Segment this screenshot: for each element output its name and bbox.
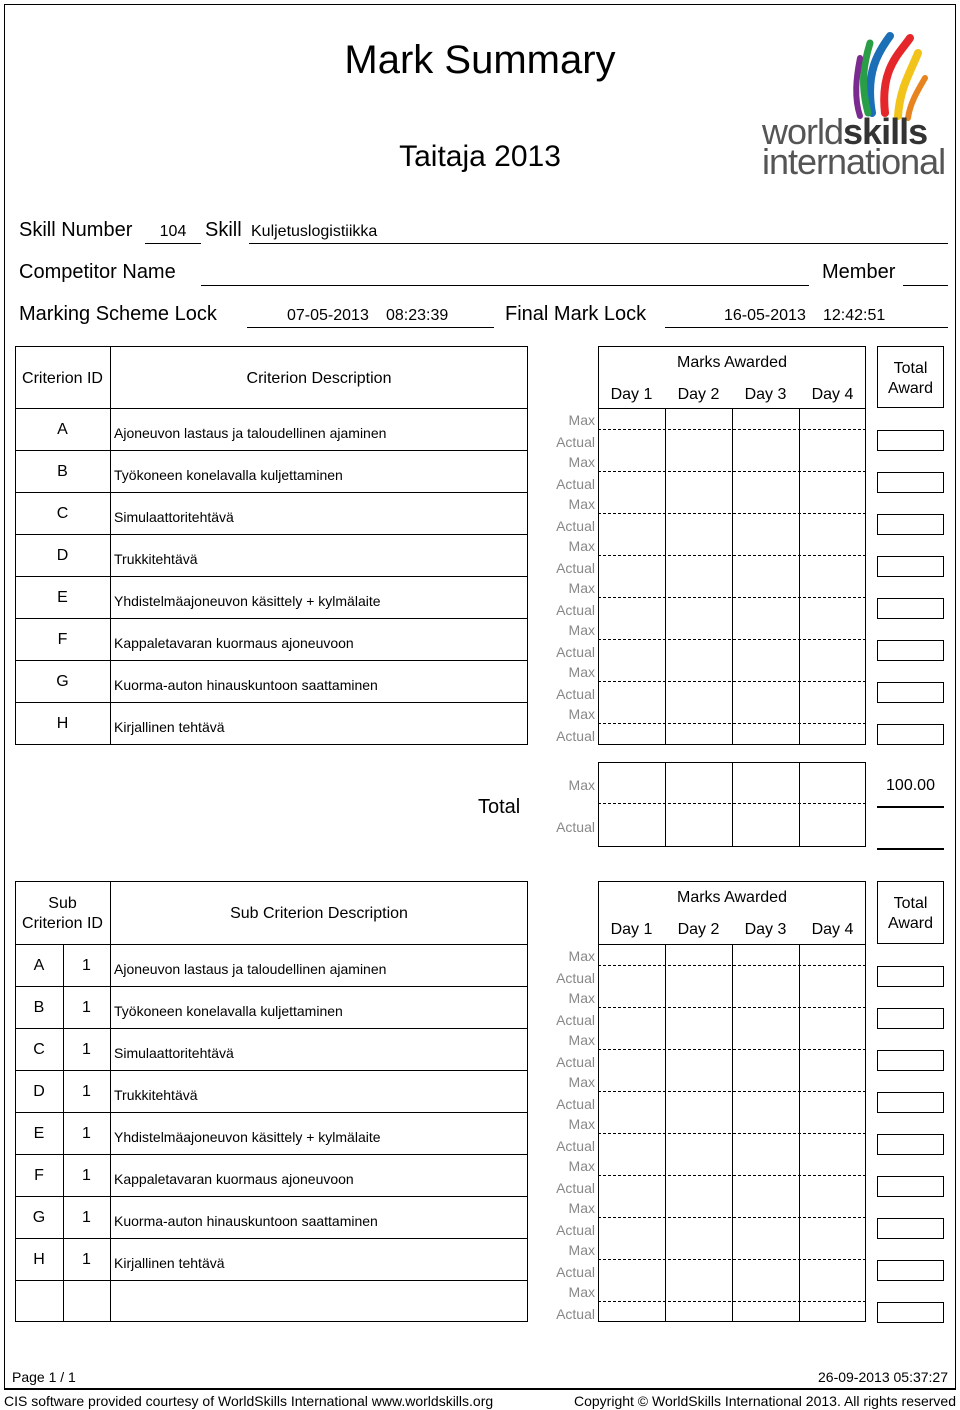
sub-criterion-description: Trukkitehtävä	[114, 1087, 198, 1103]
row-divider	[15, 1028, 528, 1029]
criterion-id: G	[56, 673, 69, 690]
skill-value: Kuljetuslogistiikka	[251, 223, 378, 240]
actual-label: Actual	[556, 518, 595, 534]
sub-criterion-number: 1	[82, 1083, 91, 1100]
max-label: Max	[568, 990, 595, 1006]
criterion-desc-header: Criterion Description	[246, 370, 392, 387]
scheme-lock-time: 08:23:39	[386, 307, 449, 324]
max-label: Max	[568, 1116, 595, 1132]
actual-label: Actual	[556, 1180, 595, 1196]
total-award-field[interactable]	[877, 598, 944, 619]
actual-label: Actual	[556, 1264, 595, 1280]
total-award-label-1: Total	[893, 360, 928, 377]
sub-criterion-id: H	[33, 1251, 45, 1268]
max-label: Max	[568, 538, 595, 554]
max-actual-divider	[598, 555, 866, 556]
sub-criterion-id: A	[33, 957, 45, 974]
sub-criterion-description: Kappaletavaran kuormaus ajoneuvoon	[114, 1171, 354, 1187]
sub-criterion-id: E	[33, 1125, 45, 1142]
credit-text: CIS software provided courtesy of WorldSkills International www.worldskills.org	[4, 1393, 494, 1409]
criterion-description: Simulaattoritehtävä	[114, 509, 234, 525]
final-lock-date: 16-05-2013	[724, 307, 806, 324]
row-divider	[15, 1112, 528, 1113]
page-title: Mark Summary	[344, 38, 616, 82]
row-divider	[15, 1070, 528, 1071]
max-label: Max	[568, 580, 595, 596]
final-lock-label: Final Mark Lock	[505, 303, 647, 325]
total-award-field[interactable]	[877, 514, 944, 535]
sub-criterion-number: 1	[82, 1251, 91, 1268]
criterion-description: Kuorma-auton hinauskuntoon saattaminen	[114, 677, 378, 693]
sub-day-1-header: Day 1	[610, 921, 653, 938]
max-actual-divider	[598, 1217, 866, 1218]
logo-international: international	[762, 141, 946, 182]
total-max-value: 100.00	[886, 777, 935, 794]
max-actual-divider	[598, 1091, 866, 1092]
sub-total-award-field[interactable]	[877, 1302, 944, 1323]
actual-label: Actual	[556, 1054, 595, 1070]
max-label: Max	[568, 1200, 595, 1216]
max-label: Max	[568, 412, 595, 428]
sub-criterion-id-header-1: Sub	[48, 895, 77, 912]
max-label: Max	[568, 1074, 595, 1090]
day-1-header: Day 1	[610, 386, 653, 403]
sub-criterion-description: Yhdistelmäajoneuvon käsittely + kylmälaite	[114, 1129, 381, 1145]
max-label: Max	[568, 622, 595, 638]
max-label: Max	[568, 496, 595, 512]
max-label: Max	[568, 706, 595, 722]
total-max-label: Max	[568, 777, 595, 793]
sub-criterion-number: 1	[82, 1209, 91, 1226]
sub-criterion-number: 1	[82, 999, 91, 1016]
criterion-description: Ajoneuvon lastaus ja taloudellinen ajaminen	[114, 425, 387, 441]
max-label: Max	[568, 1032, 595, 1048]
sub-criterion-desc-header: Sub Criterion Description	[230, 905, 408, 922]
max-label: Max	[568, 454, 595, 470]
skill-number-label: Skill Number	[19, 219, 133, 241]
sub-criterion-number: 1	[82, 957, 91, 974]
scheme-lock-date: 07-05-2013	[287, 307, 369, 324]
actual-label: Actual	[556, 434, 595, 450]
logo-world: world	[762, 111, 844, 152]
member-label: Member	[822, 261, 896, 283]
criterion-description: Työkoneen konelavalla kuljettaminen	[114, 467, 343, 483]
criterion-id: E	[57, 589, 68, 606]
max-actual-divider	[598, 1301, 866, 1302]
total-label: Total	[478, 796, 521, 818]
actual-label: Actual	[556, 1138, 595, 1154]
criterion-description: Kappaletavaran kuormaus ajoneuvoon	[114, 635, 354, 651]
row-divider	[15, 1196, 528, 1197]
max-actual-divider	[598, 471, 866, 472]
actual-label: Actual	[556, 1012, 595, 1028]
actual-label: Actual	[556, 728, 595, 744]
total-award-field[interactable]	[877, 556, 944, 577]
sub-criterion-description: Työkoneen konelavalla kuljettaminen	[114, 1003, 343, 1019]
sub-criterion-description: Kirjallinen tehtävä	[114, 1255, 225, 1271]
sub-criterion-description: Ajoneuvon lastaus ja taloudellinen ajaminen	[114, 961, 387, 977]
criterion-id: F	[57, 631, 68, 648]
total-award-field[interactable]	[877, 430, 944, 451]
competitor-name-label: Competitor Name	[19, 261, 176, 283]
criterion-id: D	[56, 547, 69, 564]
actual-label: Actual	[556, 476, 595, 492]
max-actual-divider	[598, 639, 866, 640]
print-timestamp: 26-09-2013 05:37:27	[818, 1369, 948, 1385]
page-subtitle: Taitaja 2013	[399, 140, 561, 173]
row-divider	[15, 618, 528, 619]
sub-total-award-field[interactable]	[877, 1260, 944, 1281]
max-label: Max	[568, 1242, 595, 1258]
copyright-text: Copyright © WorldSkills International 2013. All rights reserved	[573, 1393, 956, 1409]
sub-day-2-header: Day 2	[677, 921, 720, 938]
sub-criterion-id: C	[33, 1041, 45, 1058]
row-divider	[15, 534, 528, 535]
total-actual-field[interactable]	[877, 848, 944, 850]
criterion-description: Kirjallinen tehtävä	[114, 719, 225, 735]
sub-total-award-label-1: Total	[893, 895, 928, 912]
max-actual-divider	[598, 723, 866, 724]
criterion-description: Yhdistelmäajoneuvon käsittely + kylmälaite	[114, 593, 381, 609]
total-award-field[interactable]	[877, 682, 944, 703]
day-4-header: Day 4	[811, 386, 854, 403]
total-award-field[interactable]	[877, 724, 944, 745]
sub-total-award-field[interactable]	[877, 1134, 944, 1155]
row-divider	[15, 986, 528, 987]
total-award-field[interactable]	[877, 472, 944, 493]
sub-total-award-field[interactable]	[877, 1008, 944, 1029]
sub-total-award-field[interactable]	[877, 1092, 944, 1113]
max-actual-divider	[598, 1133, 866, 1134]
criterion-id: C	[56, 505, 69, 522]
actual-label: Actual	[556, 686, 595, 702]
row-divider	[15, 1154, 528, 1155]
sub-criterion-number: 1	[82, 1167, 91, 1184]
final-lock-time: 12:42:51	[823, 307, 886, 324]
sub-total-award-label-2: Award	[887, 915, 934, 932]
skill-number-value: 104	[159, 223, 187, 240]
actual-label: Actual	[556, 1306, 595, 1322]
criterion-id-header: Criterion ID	[22, 370, 103, 387]
skill-label: Skill	[205, 219, 242, 241]
sub-marks-awarded-header: Marks Awarded	[677, 889, 787, 906]
logo-swirl-icon	[760, 28, 940, 123]
sub-criterion-number: 1	[82, 1125, 91, 1142]
max-label: Max	[568, 1158, 595, 1174]
actual-label: Actual	[556, 970, 595, 986]
total-award-label-2: Award	[887, 380, 934, 397]
max-actual-divider	[598, 965, 866, 966]
sub-criterion-id: G	[32, 1209, 46, 1226]
criterion-id: H	[56, 715, 69, 732]
max-label: Max	[568, 664, 595, 680]
actual-label: Actual	[556, 560, 595, 576]
row-divider	[15, 1238, 528, 1239]
logo-skills: skills	[843, 111, 928, 152]
sub-day-4-header: Day 4	[811, 921, 854, 938]
sub-day-3-header: Day 3	[744, 921, 787, 938]
max-actual-divider	[598, 681, 866, 682]
sub-criterion-id: B	[33, 999, 45, 1016]
sub-criterion-id: F	[34, 1167, 44, 1184]
sub-criterion-description: Kuorma-auton hinauskuntoon saattaminen	[114, 1213, 378, 1229]
sub-total-award-field[interactable]	[877, 1050, 944, 1071]
max-actual-divider	[598, 1049, 866, 1050]
worldskills-logo	[760, 28, 946, 182]
actual-label: Actual	[556, 1222, 595, 1238]
actual-label: Actual	[556, 602, 595, 618]
day-3-header: Day 3	[744, 386, 787, 403]
actual-label: Actual	[556, 644, 595, 660]
row-divider	[15, 660, 528, 661]
scheme-lock-label: Marking Scheme Lock	[19, 303, 217, 325]
row-divider	[15, 576, 528, 577]
max-actual-divider	[598, 1259, 866, 1260]
actual-label: Actual	[556, 1096, 595, 1112]
max-actual-divider	[598, 1007, 866, 1008]
sub-criterion-number: 1	[82, 1041, 91, 1058]
criterion-id: A	[57, 421, 68, 438]
member-field[interactable]	[903, 285, 948, 286]
sub-criterion-id: D	[33, 1083, 45, 1100]
max-actual-divider	[598, 429, 866, 430]
criterion-description: Trukkitehtävä	[114, 551, 198, 567]
row-divider	[15, 450, 528, 451]
criterion-id: B	[57, 463, 68, 480]
competitor-name-field[interactable]	[201, 285, 809, 286]
row-divider	[15, 702, 528, 703]
max-actual-divider	[598, 597, 866, 598]
sub-criterion-id-header-2: Criterion ID	[22, 915, 103, 932]
max-actual-divider	[598, 513, 866, 514]
max-actual-divider	[598, 1175, 866, 1176]
sub-criterion-description: Simulaattoritehtävä	[114, 1045, 234, 1061]
marks-awarded-header: Marks Awarded	[677, 354, 787, 371]
total-award-field[interactable]	[877, 640, 944, 661]
max-label: Max	[568, 1284, 595, 1300]
page-number: Page 1 / 1	[12, 1369, 76, 1385]
sub-total-award-field[interactable]	[877, 1176, 944, 1197]
sub-total-award-field[interactable]	[877, 966, 944, 987]
row-divider	[15, 1280, 528, 1281]
max-label: Max	[568, 948, 595, 964]
total-actual-label: Actual	[556, 819, 595, 835]
sub-total-award-field[interactable]	[877, 1218, 944, 1239]
day-2-header: Day 2	[677, 386, 720, 403]
row-divider	[15, 492, 528, 493]
